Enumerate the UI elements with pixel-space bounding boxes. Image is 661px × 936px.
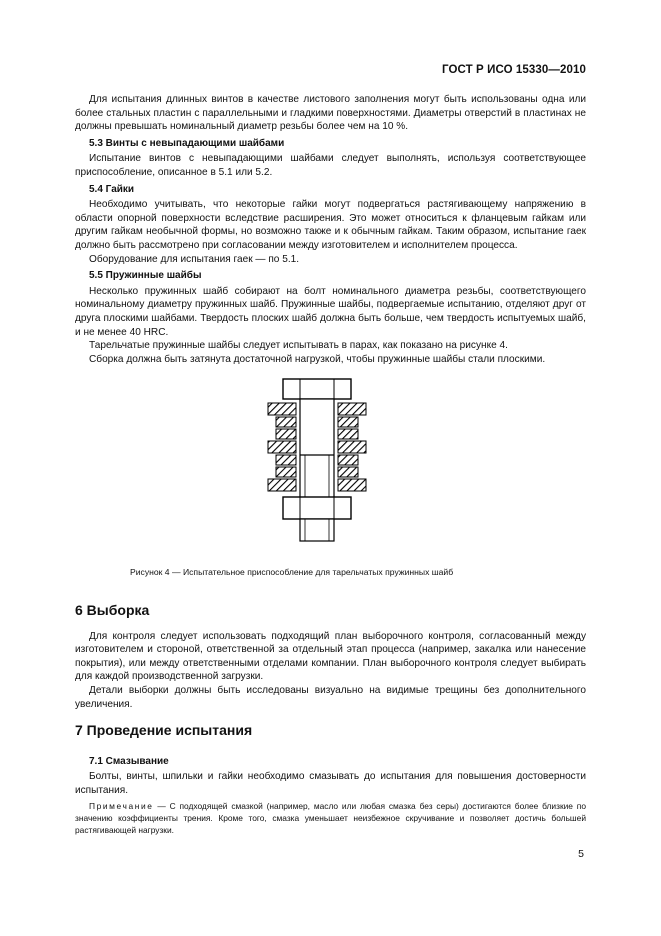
upper-text-block xyxy=(75,93,586,366)
paragraph-7-1: Болты, винты, шпильки и гайки необходимо смазывать до испытания для повышения достоверности испытания. xyxy=(75,771,586,796)
figure-4-caption: Рисунок 4 — Испытательное приспособление для тарельчатых пружинных шайб xyxy=(130,567,454,577)
note-label: Примечание xyxy=(89,801,154,812)
paragraph-5-4: Необходимо учитывать, что некоторые гайки могут подвергаться растягивающему напряжению в области опорной поверхности вследствие расширения. Это может относиться к фланцевым гайкам или другим гайкам необычной формы, но возможно также и к обычным гайкам. Таким образом, испытание гаек должно быть рассмотрено при согласовании между изготовителем и исполнителем процесса. xyxy=(75,199,586,251)
heading-7: 7 Проведение испытания xyxy=(75,722,253,738)
section-7-block xyxy=(75,724,586,836)
paragraph-6: Для контроля следует использовать подходящий план выборочного контроля, согласованный между изготовителем и стороной, ответственной за отдельный этап процесса (например, закалка или нанесение покрытия), или между ответственными отделами компании. План выборочного контроля следует выбирать для каждой производственной загрузки. xyxy=(75,630,586,683)
heading-5-4: 5.4 Гайки xyxy=(89,183,135,195)
figure-4-drawing xyxy=(250,375,410,555)
paragraph-5-5: Несколько пружинных шайб собирают на болт номинального диаметра резьбы, соответствующего номинальному диаметру пружинных шайб. Пружинные шайбы, подвергаемые испытанию, отделяют друг от друга плоскими шайбами. Твердость плоских шайб должна быть больше, чем твердость испытуемых шайб, и не менее 40 HRC. xyxy=(75,285,586,338)
paragraph-6-inspection: Детали выборки должны быть исследованы визуально на видимые трещины без дополнительного увеличения. xyxy=(75,684,586,710)
paragraph-5-5-pairs: Тарельчатые пружинные шайбы следует испытывать в парах, как показано на рисунке 4. xyxy=(89,340,508,352)
standard-header: ГОСТ Р ИСО 15330—2010 xyxy=(441,64,586,76)
note-text: — С подходящей смазкой (например, масло или любая смазка без серы) достигаются более близкие по значению коэффициенты трения. Кроме того, смазка уменьшает неизбежное скручивание и позволяет достичь большей растягивающей нагрузки. xyxy=(75,801,586,836)
bolt-head xyxy=(283,379,351,399)
section-6-block xyxy=(75,604,586,711)
heading-5-5: 5.5 Пружинные шайбы xyxy=(89,270,202,282)
heading-5-3: 5.3 Винты с невыпадающими шайбами xyxy=(89,137,285,149)
right-washer-stack xyxy=(338,403,366,491)
left-washer-stack xyxy=(268,403,296,491)
nut xyxy=(283,497,351,519)
bolt-end xyxy=(300,519,334,541)
paragraph-5-5-assembly: Сборка должна быть затянута достаточной нагрузкой, чтобы пружинные шайбы стали плоскими. xyxy=(89,353,546,365)
paragraph-5-4-equipment: Оборудование для испытания гаек — по 5.1. xyxy=(89,253,300,265)
heading-7-1: 7.1 Смазывание xyxy=(89,755,169,767)
bolt-shank xyxy=(300,399,334,505)
intro-paragraph: Для испытания длинных винтов в качестве листового заполнения могут быть использованы одна или более стальных пластин с параллельными и гладкими поверхностями. Диаметры отверстий в пластинах не должны превышать номинальный диаметр резьбы более чем на 10 %. xyxy=(75,94,586,133)
paragraph-5-3: Испытание винтов с невыпадающими шайбами следует выполнять, используя соответствующее приспособление, описанное в 5.1 или 5.2. xyxy=(75,153,586,178)
note-7-1 xyxy=(75,800,586,836)
page-number: 5 xyxy=(578,848,584,860)
heading-6: 6 Выборка xyxy=(75,602,150,618)
